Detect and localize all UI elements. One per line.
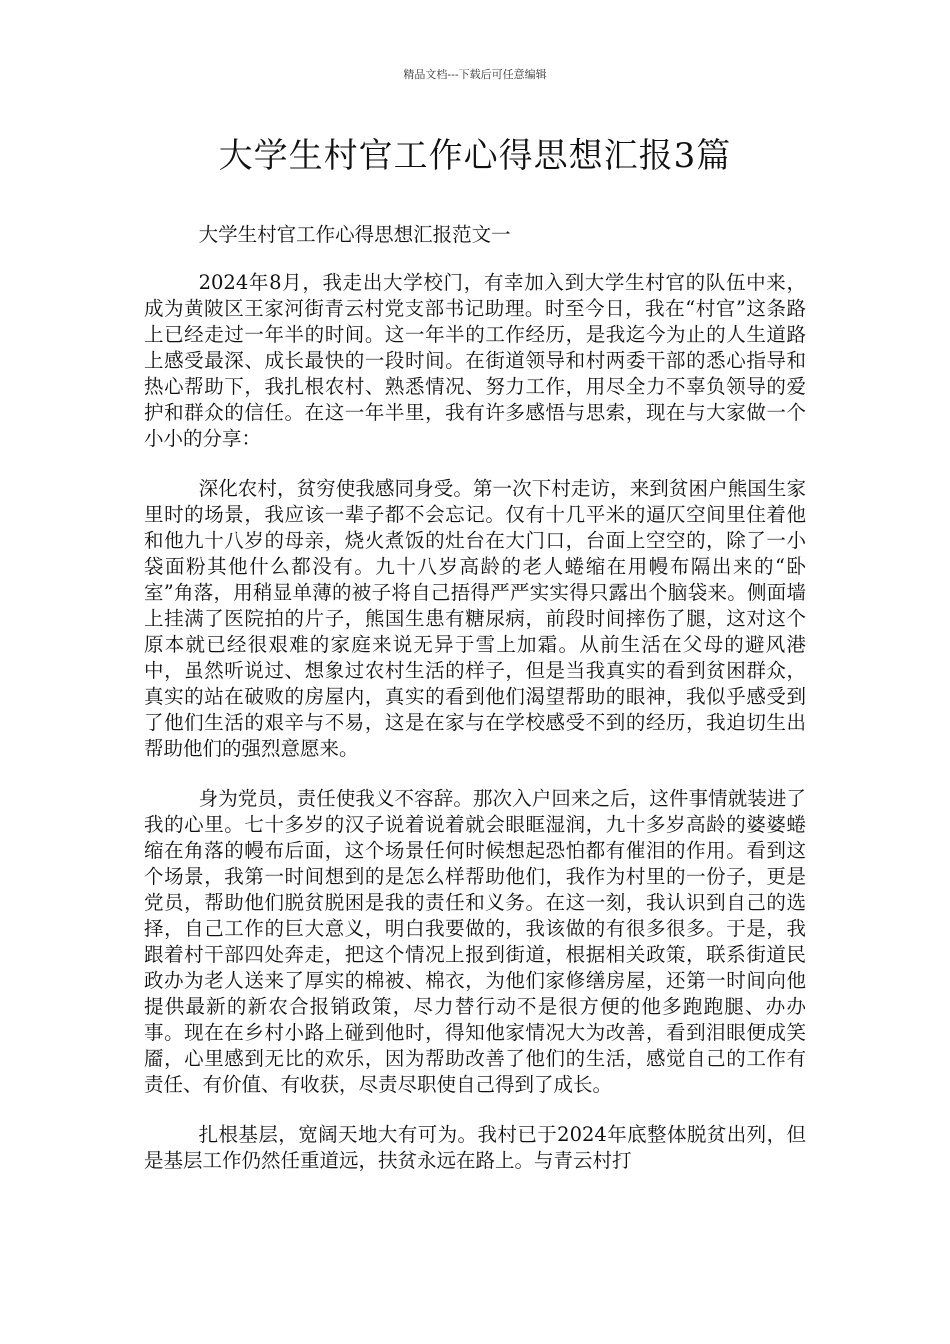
document-title: 大学生村官工作心得思想汇报3篇 bbox=[218, 136, 732, 176]
section-subheading: 大学生村官工作心得思想汇报范文一 bbox=[198, 223, 511, 246]
paragraph: 身为党员，责任使我义不容辞。那次入户回来之后，这件事情就装进了我的心里。七十多岁的汉子说着说着就会眼眶湿润，九十多岁高龄的婆婆蜷缩在角落的幔布后面，这个场景任何时候想起恐怕都有催泪的作用。看到这个场景，我第一时间想到的是怎么样帮助他们，我作为村里的一份子，更是党员，帮助他们脱贫脱困是我的责任和义务。在这一刻，我认识到自己的选择，自己工作的巨大意义，明白我要做的，我该做的有很多很多。于是，我跟着村干部四处奔走，把这个情况上报到街道，根据相关政策，联系街道民政办为老人送来了厚实的棉被、棉衣，为他们家修缮房屋，还第一时间向他提供最新的新农合报销政策，尽力替行动不是很方便的他多跑跑腿、办办事。现在在乡村小路上碰到他时，得知他家情况大为改善，看到泪眼便成笑靥，心里感到无比的欢乐，因为帮助改善了他们的生活，感觉自己的工作有责任、有价值、有收获，尽责尽职使自己得到了成长。 bbox=[144, 787, 806, 1096]
document-body bbox=[144, 222, 806, 1198]
paragraph: 扎根基层，宽阔天地大有可为。我村已于2024年底整体脱贫出列，但是基层工作仍然任重道远，扶贫永远在路上。与青云村打 bbox=[144, 1123, 806, 1172]
paragraph: 2024年8月，我走出大学校门，有幸加入到大学生村官的队伍中来，成为黄陂区王家河街青云村党支部书记助理。时至今日，我在“村官”这条路上已经走过一年半的时间。这一年半的工作经历，是我迄今为止的人生道路上感受最深、成长最快的一段时间。在街道领导和村两委干部的悉心指导和热心帮助下，我扎根农村、熟悉情况、努力工作，用尽全力不辜负领导的爱护和群众的信任。在这一年半里，我有许多感悟与思索，现在与大家做一个小小的分享： bbox=[144, 271, 806, 450]
page-header-note: 精品文档---下载后可任意编辑 bbox=[403, 68, 547, 81]
paragraph: 深化农村，贫穷使我感同身受。第一次下村走访，来到贫困户熊国生家里时的场景，我应该一辈子都不会忘记。仅有十几平米的逼仄空间里住着他和他九十八岁的母亲，烧火煮饭的灶台在大门口，台面上空空的，除了一小袋面粉其他什么都没有。九十八岁高龄的老人蜷缩在用幔布隔出来的“卧室”角落，用稍显单薄的被子将自己捂得严严实实得只露出个脑袋来。侧面墙上挂满了医院拍的片子，熊国生患有糖尿病，前段时间摔伤了腿，这对这个原本就已经很艰难的家庭来说无异于雪上加霜。从前生活在父母的避风港中，虽然听说过、想象过农村生活的样子，但是当我真实的看到贫困群众，真实的站在破败的房屋内，真实的看到他们渴望帮助的眼神，我似乎感受到了他们生活的艰辛与不易，这是在家与在学校感受不到的经历，我迫切生出帮助他们的强烈意愿来。 bbox=[144, 477, 806, 760]
